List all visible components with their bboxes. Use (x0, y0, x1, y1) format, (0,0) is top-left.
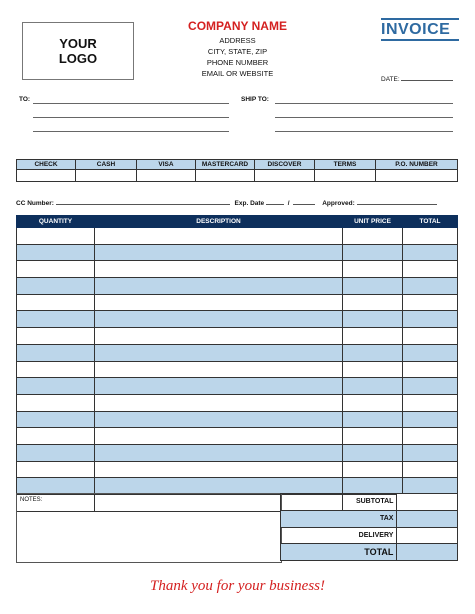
quantity-cell[interactable] (17, 394, 95, 411)
exp-slash: / (287, 200, 290, 207)
total-row (281, 544, 458, 561)
total-cell[interactable] (403, 478, 458, 495)
payment-header-row (17, 160, 458, 170)
table-row (17, 328, 458, 345)
description-cell[interactable] (95, 461, 343, 478)
tax-value[interactable] (397, 510, 458, 527)
unit-price-cell[interactable] (343, 361, 403, 378)
payment-cell-cash[interactable] (76, 170, 137, 182)
description-cell[interactable] (95, 278, 343, 295)
description-cell[interactable] (95, 411, 343, 428)
table-row (17, 478, 458, 495)
logo-line-2: LOGO (58, 51, 98, 66)
quantity-cell[interactable] (17, 411, 95, 428)
unit-price-cell[interactable] (343, 444, 403, 461)
total-cell[interactable] (403, 444, 458, 461)
total-value[interactable] (397, 544, 458, 561)
company-address: ADDRESS (219, 36, 256, 45)
description-cell[interactable] (95, 261, 343, 278)
quantity-cell[interactable] (17, 461, 95, 478)
quantity-cell[interactable] (17, 444, 95, 461)
payment-header-visa: VISA (137, 160, 196, 170)
thank-you-message: Thank you for your business! (150, 578, 325, 594)
exp-date-label: Exp. Date (234, 200, 265, 207)
payment-cell-po-number[interactable] (376, 170, 458, 182)
delivery-row (281, 527, 458, 544)
total-cell[interactable] (403, 328, 458, 345)
quantity-cell[interactable] (17, 294, 95, 311)
quantity-cell[interactable] (17, 478, 95, 495)
table-row (17, 428, 458, 445)
total-cell[interactable] (403, 278, 458, 295)
company-email: EMAIL OR WEBSITE (201, 69, 274, 78)
table-row (17, 378, 458, 395)
unit-price-cell[interactable] (343, 478, 403, 495)
to-label: TO: (19, 96, 31, 103)
total-cell[interactable] (403, 428, 458, 445)
table-row (17, 311, 458, 328)
unit-price-cell[interactable] (343, 394, 403, 411)
description-cell[interactable] (95, 478, 343, 495)
date-input-line[interactable] (401, 73, 453, 81)
total-cell[interactable] (403, 294, 458, 311)
cc-row (16, 197, 437, 207)
cc-number-label: CC Number: (16, 200, 54, 207)
quantity-cell[interactable] (17, 344, 95, 361)
logo-line-1: YOUR (59, 36, 97, 51)
description-cell[interactable] (95, 361, 343, 378)
items-header-row (17, 216, 458, 228)
table-row (17, 444, 458, 461)
header-total: TOTAL (403, 216, 458, 228)
delivery-value[interactable] (397, 527, 458, 544)
payment-header-mastercard: MASTERCARD (196, 160, 255, 170)
table-row (17, 394, 458, 411)
description-cell[interactable] (95, 294, 343, 311)
exp-year-line[interactable] (293, 197, 315, 205)
unit-price-cell[interactable] (343, 328, 403, 345)
unit-price-cell[interactable] (343, 261, 403, 278)
company-city: CITY, STATE, ZIP (207, 47, 268, 56)
header-description: DESCRIPTION (95, 216, 343, 228)
payment-table (16, 159, 458, 182)
header-quantity: QUANTITY (17, 216, 95, 228)
tax-row (281, 510, 458, 527)
total-cell[interactable] (403, 461, 458, 478)
company-phone: PHONE NUMBER (206, 58, 269, 67)
payment-cell-visa[interactable] (137, 170, 196, 182)
total-cell[interactable] (403, 261, 458, 278)
total-cell[interactable] (403, 344, 458, 361)
total-cell[interactable] (403, 228, 458, 245)
unit-price-cell[interactable] (343, 244, 403, 261)
table-row (17, 261, 458, 278)
total-cell[interactable] (403, 394, 458, 411)
quantity-cell[interactable] (17, 328, 95, 345)
date-label: DATE: (381, 76, 400, 83)
company-info (150, 19, 325, 79)
description-cell[interactable] (95, 228, 343, 245)
total-cell[interactable] (403, 378, 458, 395)
payment-header-cash: CASH (76, 160, 137, 170)
table-row (17, 461, 458, 478)
notes-label: NOTES: (20, 497, 43, 503)
unit-price-cell[interactable] (343, 344, 403, 361)
total-cell[interactable] (403, 311, 458, 328)
table-row (17, 278, 458, 295)
date-field[interactable] (381, 73, 453, 83)
description-cell[interactable] (95, 378, 343, 395)
to-line-3[interactable] (33, 131, 229, 132)
description-cell[interactable] (95, 328, 343, 345)
quantity-cell[interactable] (17, 428, 95, 445)
tax-label: TAX (281, 510, 397, 527)
description-cell[interactable] (95, 394, 343, 411)
payment-cell-terms[interactable] (315, 170, 376, 182)
exp-month-line[interactable] (266, 197, 284, 205)
header-unit-price: UNIT PRICE (343, 216, 403, 228)
unit-price-cell[interactable] (343, 294, 403, 311)
notes-box[interactable] (16, 493, 282, 563)
description-cell[interactable] (95, 428, 343, 445)
quantity-cell[interactable] (17, 378, 95, 395)
table-row (17, 244, 458, 261)
payment-header-discover: DISCOVER (255, 160, 315, 170)
line-items-table (16, 215, 458, 512)
unit-price-cell[interactable] (343, 311, 403, 328)
to-line-2[interactable] (33, 117, 229, 118)
approved-line[interactable] (357, 197, 437, 205)
payment-header-terms: TERMS (315, 160, 376, 170)
quantity-cell[interactable] (17, 361, 95, 378)
unit-price-cell[interactable] (343, 428, 403, 445)
totals-table (280, 493, 458, 561)
delivery-label: DELIVERY (281, 527, 397, 544)
logo-placeholder (22, 22, 134, 80)
unit-price-cell[interactable] (343, 461, 403, 478)
payment-cell-discover[interactable] (255, 170, 315, 182)
unit-price-cell[interactable] (343, 411, 403, 428)
approved-label: Approved: (322, 200, 355, 207)
company-name: COMPANY NAME (188, 19, 287, 33)
total-label: TOTAL (281, 544, 397, 561)
total-cell[interactable] (403, 411, 458, 428)
description-cell[interactable] (95, 444, 343, 461)
quantity-cell[interactable] (17, 311, 95, 328)
unit-price-cell[interactable] (343, 378, 403, 395)
table-row (17, 228, 458, 245)
quantity-cell[interactable] (17, 278, 95, 295)
table-row (17, 344, 458, 361)
subtotal-value[interactable] (397, 494, 458, 511)
quantity-cell[interactable] (17, 228, 95, 245)
description-cell[interactable] (95, 311, 343, 328)
payment-header-po-number: P.O. NUMBER (376, 160, 458, 170)
payment-cell-check[interactable] (17, 170, 76, 182)
total-cell[interactable] (403, 361, 458, 378)
ship-to-line-3[interactable] (275, 131, 453, 132)
subtotal-label: SUBTOTAL (281, 494, 397, 511)
ship-to-line-2[interactable] (275, 117, 453, 118)
table-row (17, 411, 458, 428)
unit-price-cell[interactable] (343, 228, 403, 245)
payment-cell-mastercard[interactable] (196, 170, 255, 182)
table-row (17, 294, 458, 311)
subtotal-row (281, 494, 458, 511)
unit-price-cell[interactable] (343, 278, 403, 295)
to-line-1[interactable] (33, 103, 229, 104)
payment-header-check: CHECK (17, 160, 76, 170)
invoice-title: INVOICE (381, 18, 459, 41)
ship-to-label: SHIP TO: (241, 96, 269, 103)
table-row (17, 361, 458, 378)
description-cell[interactable] (95, 244, 343, 261)
ship-to-line-1[interactable] (275, 103, 453, 104)
quantity-cell[interactable] (17, 244, 95, 261)
payment-input-row (17, 170, 458, 182)
quantity-cell[interactable] (17, 261, 95, 278)
cc-number-line[interactable] (56, 197, 230, 205)
total-cell[interactable] (403, 244, 458, 261)
description-cell[interactable] (95, 344, 343, 361)
